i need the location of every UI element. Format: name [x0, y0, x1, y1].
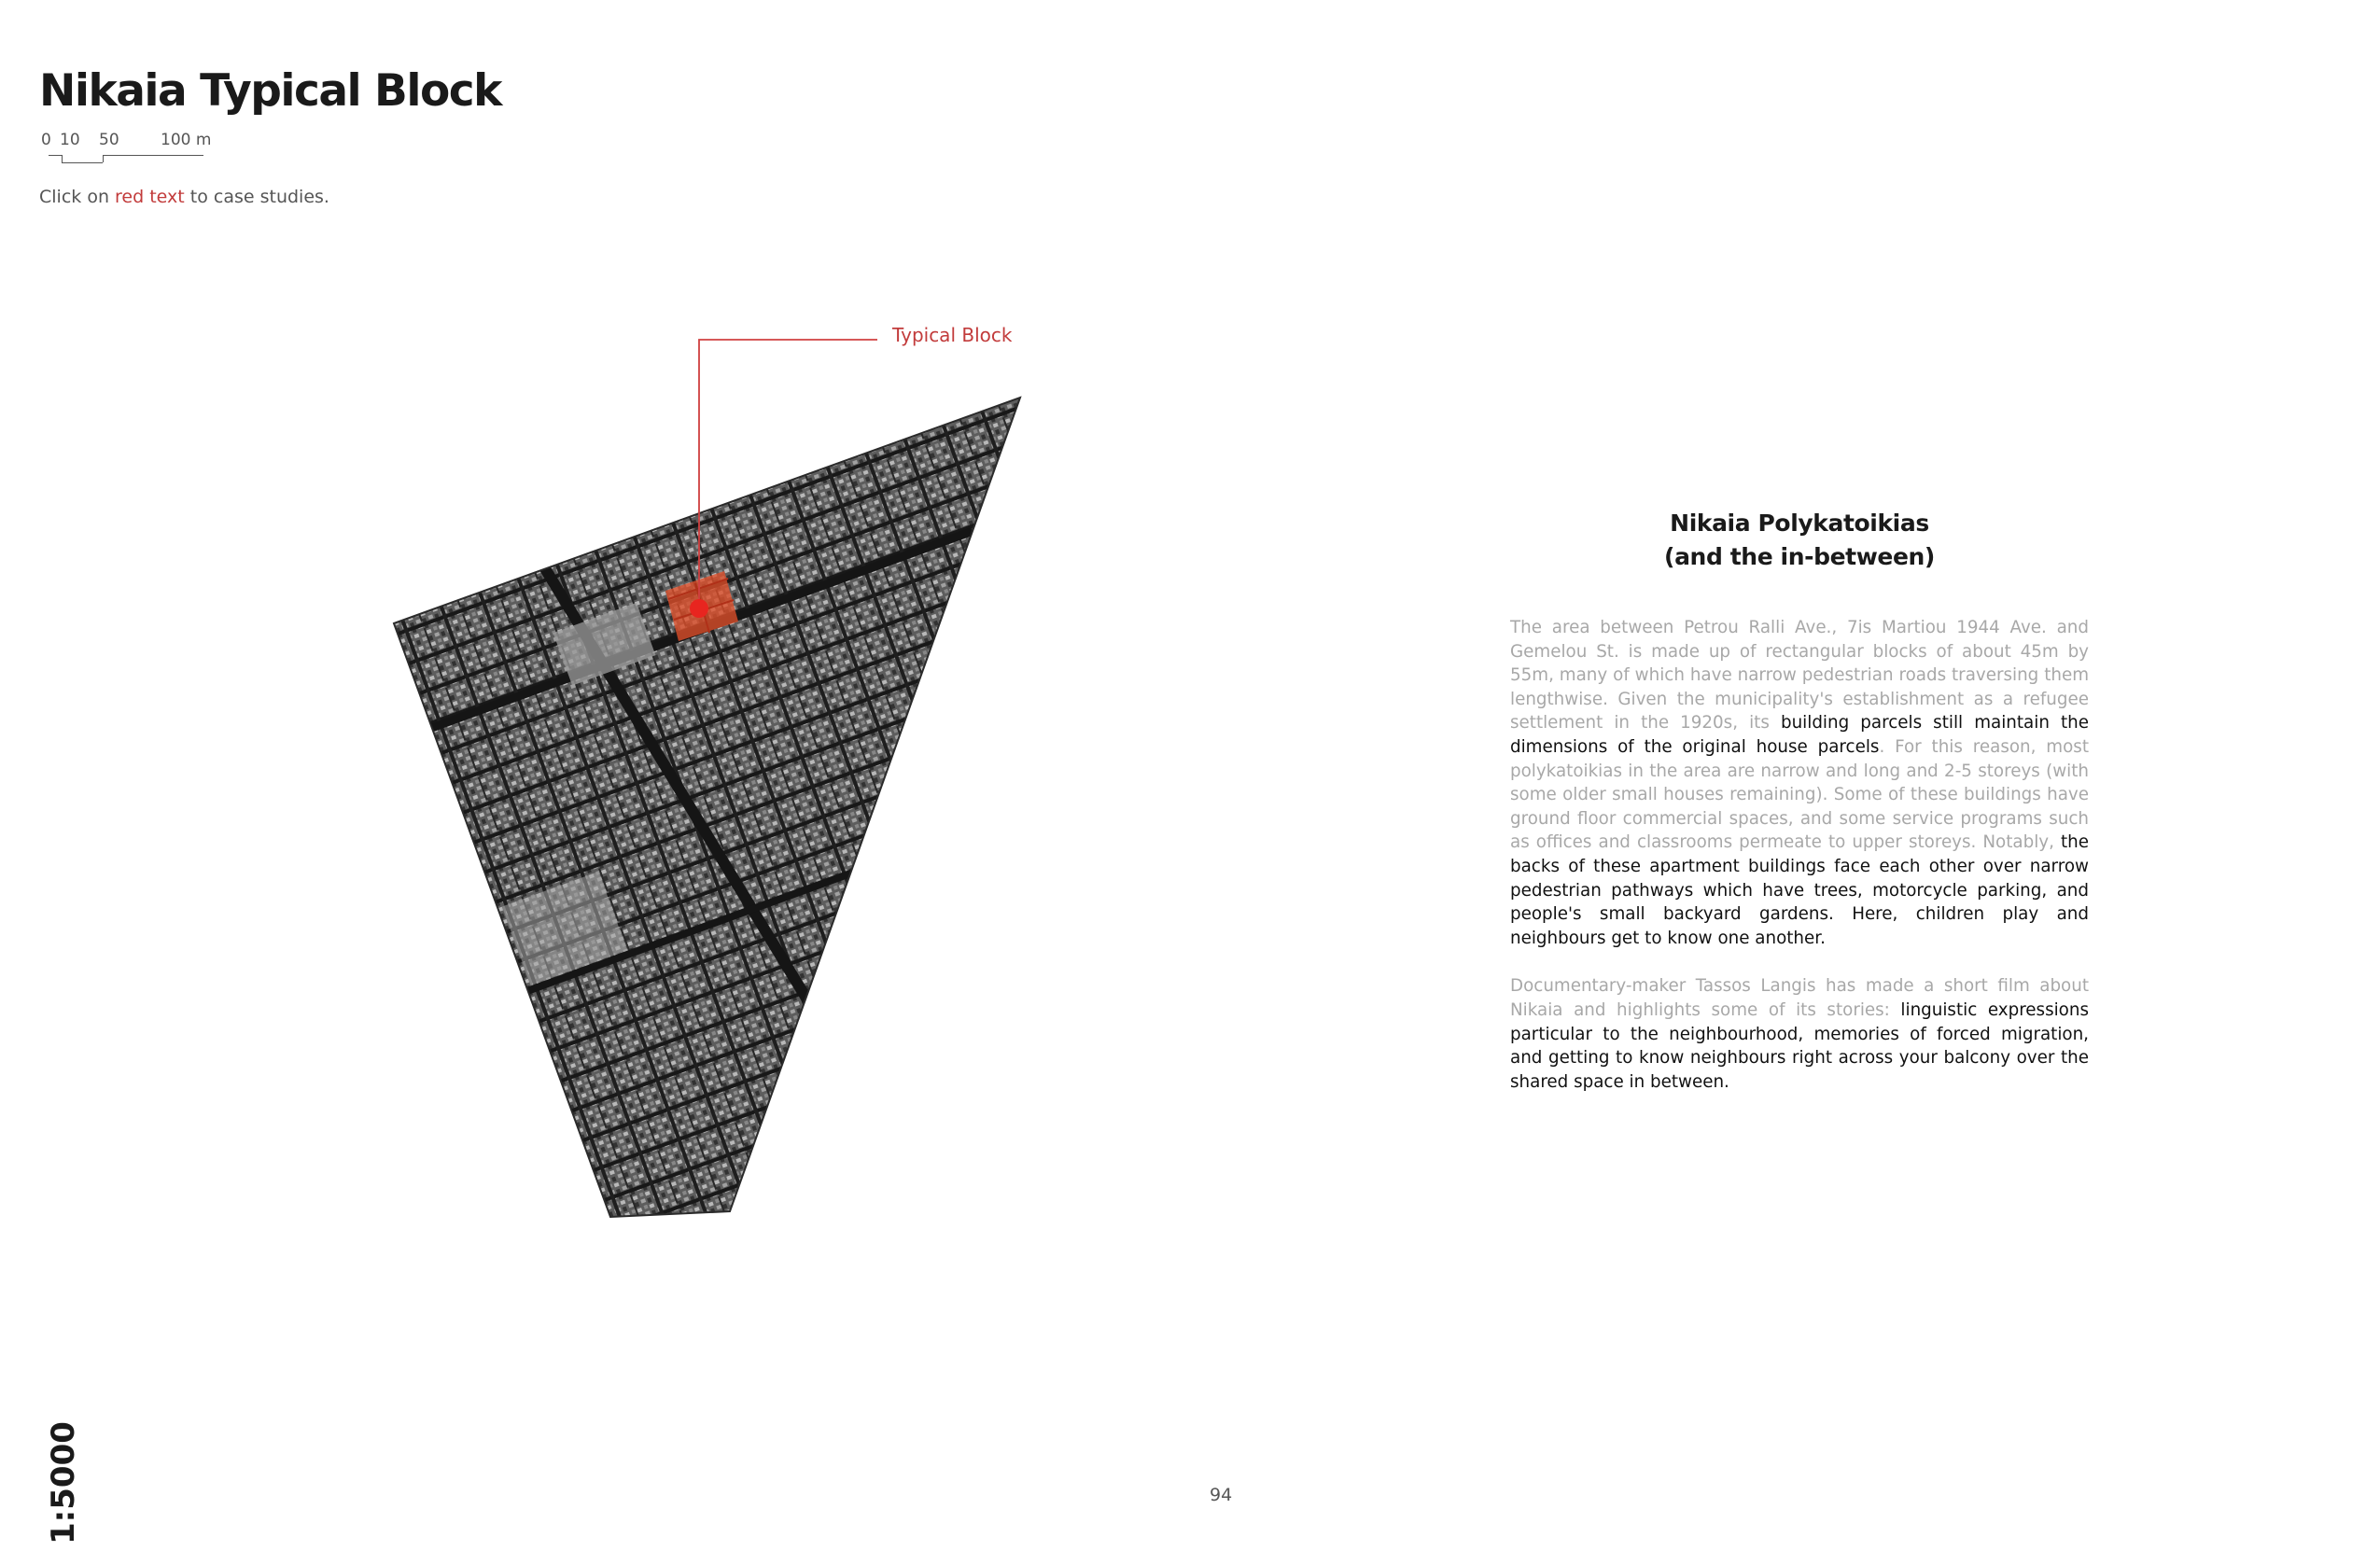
- intro-after: to case studies.: [184, 187, 329, 207]
- aerial-map: [0, 0, 1027, 1232]
- p1-text-2: . For this reason, most polykatoikias in the area are narrow and long and 2-5 storeys (with some older small houses remaining). Some of these buildings have ground floor commercial spaces, and some service programs such as offices and classrooms permeate to upper storeys. Notably,: [1510, 736, 2089, 853]
- p1-text-1: The area between Petrou Ralli Ave., 7is Martiou 1944 Ave. and Gemelou St. is made up of rectangular blocks of about 45m by 55m, many of which have narrow pedestrian roads traversing them lengthwise. Given the municipality's establishment as a refugee settlement in the 1920s, its: [1510, 618, 2089, 734]
- article-heading: [1510, 507, 2089, 574]
- callout-dot: [690, 599, 708, 618]
- p1-emphasis-1: building parcels still maintain the dimensions of the original house parcels: [1510, 713, 2089, 757]
- paragraph-2: [1510, 974, 2089, 1094]
- intro-before: Click on: [39, 187, 116, 207]
- scale-ratio: 1:5000: [45, 1421, 82, 1544]
- scale-label-0: 0: [41, 131, 51, 149]
- typical-block-link[interactable]: Typical Block: [892, 324, 1013, 346]
- page-title: Nikaia Typical Block: [39, 65, 501, 117]
- article-body: [1510, 616, 2089, 1118]
- p2-text-1: Documentary-maker Tassos Langis has made a short film about Nikaia and highlights some of its stories:: [1510, 976, 2089, 1020]
- heading-line-2: (and the in-between): [1664, 543, 1935, 570]
- heading-line-1: Nikaia Polykatoikias: [1670, 510, 1929, 537]
- red-text-link[interactable]: red text: [115, 187, 185, 207]
- scale-label-10: 10: [60, 131, 80, 149]
- p2-emphasis-1: linguistic expressions particular to the neighbourhood, memories of forced migration, and getting to know neighbours right across your balcony over the shared space in between.: [1510, 999, 2089, 1092]
- scale-label-100: 100 m: [161, 131, 212, 149]
- scale-label-50: 50: [99, 131, 119, 149]
- p1-emphasis-2: the backs of these apartment buildings face each other over narrow pedestrian pathways which have trees, motorcycle parking, and people's small backyard gardens. Here, children play and neighbours get to know one another.: [1510, 832, 2089, 948]
- paragraph-1: [1510, 616, 2089, 950]
- page-number: 94: [1210, 1485, 1233, 1505]
